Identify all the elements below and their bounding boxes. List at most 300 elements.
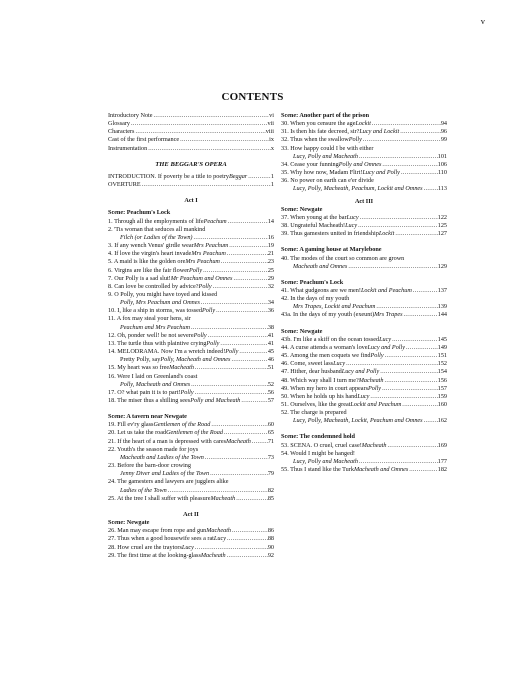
song-entry[interactable] bbox=[108, 283, 274, 291]
song-entry[interactable] bbox=[281, 120, 447, 128]
song-title: 13. The turtle thus with plaintive crying bbox=[108, 339, 207, 347]
dot-leader bbox=[381, 161, 437, 169]
performer: Polly bbox=[198, 282, 212, 290]
song-entry[interactable] bbox=[108, 495, 274, 503]
dot-leader bbox=[345, 360, 438, 368]
page-ref: 177 bbox=[437, 457, 447, 465]
performer: Macheath and Omnes bbox=[353, 466, 409, 474]
dot-leader bbox=[394, 230, 437, 238]
performer: Lockit bbox=[355, 120, 371, 128]
song-entry[interactable] bbox=[108, 527, 274, 535]
performer: Polly, Mrs Peachum and Omnes bbox=[120, 299, 200, 307]
page-ref: 159 bbox=[437, 392, 447, 400]
song-entry[interactable] bbox=[108, 389, 274, 397]
performer: Polly bbox=[368, 384, 382, 392]
song-entry[interactable] bbox=[281, 311, 447, 319]
song-entry[interactable] bbox=[281, 377, 447, 385]
song-entry[interactable] bbox=[108, 258, 274, 266]
entry-label: Instrumentation bbox=[108, 144, 148, 152]
dot-leader bbox=[423, 185, 438, 193]
song-title: 45. Among the men coquets we find bbox=[281, 352, 371, 360]
page-ref: 71 bbox=[267, 437, 274, 445]
entry-label: Introductory Note bbox=[108, 112, 153, 119]
performer: Lucy bbox=[379, 335, 392, 343]
performer: Lucy, Polly, Macheath, Lockit, Peachum and Omnes bbox=[293, 417, 423, 425]
performer: Lucy bbox=[181, 543, 194, 551]
dot-leader bbox=[391, 336, 438, 344]
song-title: 28. How cruel are the traytors bbox=[108, 543, 182, 551]
song-title: 25. At the tree I shall suffer with pleasure bbox=[108, 494, 211, 502]
dot-leader bbox=[230, 356, 267, 364]
page-ref: ix bbox=[269, 136, 274, 144]
contents-column-left bbox=[108, 112, 274, 560]
dot-leader bbox=[192, 234, 267, 242]
dot-leader bbox=[153, 112, 270, 120]
song-entry[interactable] bbox=[108, 454, 274, 462]
song-title: 37. When young at the bar bbox=[281, 213, 347, 221]
song-entry[interactable] bbox=[281, 360, 447, 368]
dot-leader bbox=[227, 218, 268, 226]
page-ref: 21 bbox=[267, 250, 274, 258]
scene-heading: Scene: Newgate bbox=[108, 519, 150, 527]
performer: Macheath bbox=[200, 551, 226, 559]
song-entry[interactable] bbox=[281, 401, 447, 409]
contents-column-right bbox=[281, 112, 447, 474]
scene-heading: Scene: Newgate bbox=[281, 327, 323, 335]
song-entry[interactable] bbox=[281, 352, 447, 360]
dot-leader bbox=[359, 214, 438, 222]
song-entry[interactable] bbox=[108, 340, 274, 348]
page-ref: 85 bbox=[267, 494, 274, 502]
song-entry[interactable] bbox=[281, 303, 447, 311]
performer: Lucy bbox=[213, 535, 226, 543]
song-title: 53. SCENA. O cruel, cruel case! bbox=[281, 441, 362, 449]
performer: Lucy bbox=[346, 213, 359, 221]
page-ref: 129 bbox=[437, 262, 447, 270]
performer: Polly bbox=[225, 348, 239, 356]
dot-leader bbox=[238, 348, 267, 356]
act-3-scene-4-entries bbox=[281, 336, 447, 426]
performer: Jenny Diver and Ladies of the Town bbox=[120, 470, 210, 478]
act-1-scene-1-entries bbox=[108, 218, 274, 406]
song-entry[interactable] bbox=[281, 368, 447, 376]
page-ref: 79 bbox=[267, 470, 274, 478]
act-2-heading: Act II bbox=[183, 510, 199, 518]
prelims bbox=[108, 173, 274, 189]
song-title: 24. The gamesters and lawyers are jugglers alike bbox=[108, 478, 229, 486]
performer: Polly, Macheath and Omnes bbox=[120, 380, 191, 388]
page-ref: 169 bbox=[437, 441, 447, 449]
song-title: 31. Is then his fate decreed, sir? bbox=[281, 128, 360, 136]
song-entry[interactable] bbox=[281, 344, 447, 352]
song-entry[interactable] bbox=[108, 429, 274, 437]
page-ref: 88 bbox=[267, 535, 274, 543]
song-title: 10. I, like a ship in storms, was tossed bbox=[108, 307, 203, 315]
song-entry[interactable] bbox=[281, 153, 447, 161]
page-ref: 92 bbox=[267, 551, 274, 559]
performer: Lockit bbox=[378, 230, 395, 238]
dot-leader bbox=[200, 299, 268, 307]
entry-label: Characters bbox=[108, 128, 135, 136]
song-entry[interactable] bbox=[108, 487, 274, 495]
page-ref: 41 bbox=[267, 339, 274, 347]
dot-leader bbox=[240, 397, 267, 405]
page-ref: 36 bbox=[267, 307, 274, 315]
dot-leader bbox=[383, 377, 437, 385]
dot-leader bbox=[358, 153, 438, 161]
performer: Lucy, Polly and Macheath bbox=[293, 152, 358, 160]
dot-leader bbox=[358, 458, 438, 466]
performer: Polly bbox=[202, 307, 216, 315]
performer: Mrs Peachum bbox=[193, 242, 229, 250]
dot-leader bbox=[194, 364, 268, 372]
song-entry[interactable] bbox=[108, 364, 274, 372]
song-entry[interactable] bbox=[108, 275, 274, 283]
page-ref: 19 bbox=[267, 242, 274, 250]
song-entry[interactable] bbox=[281, 336, 447, 344]
song-entry[interactable] bbox=[108, 291, 274, 299]
page-ref: 23 bbox=[267, 258, 274, 266]
song-entry[interactable] bbox=[108, 348, 274, 356]
song-entry[interactable] bbox=[108, 552, 274, 560]
performer: Peachum and Mrs Peachum bbox=[120, 323, 190, 331]
performer: Lucy and Lockit bbox=[359, 128, 400, 136]
page-ref: 86 bbox=[267, 527, 274, 535]
page-ref: viii bbox=[265, 128, 274, 136]
page-ref: 110 bbox=[437, 169, 447, 177]
contents-entry[interactable] bbox=[108, 173, 274, 181]
song-entry[interactable] bbox=[108, 446, 274, 454]
song-title: 22. Youth's the season made for joys bbox=[108, 445, 199, 453]
song-title: 20. Let us take the road bbox=[108, 429, 167, 437]
contents-entry[interactable] bbox=[108, 120, 274, 128]
song-title: 30. When you censure the age bbox=[281, 120, 356, 128]
dot-leader bbox=[147, 145, 271, 153]
performer: Polly and Macheath bbox=[190, 397, 241, 404]
page-ref: 32 bbox=[267, 282, 274, 290]
front-matter bbox=[108, 112, 274, 153]
performer: Gentlemen of the Road bbox=[153, 421, 211, 429]
contents-entry[interactable] bbox=[108, 181, 274, 189]
song-entry[interactable] bbox=[281, 385, 447, 393]
song-title: 17. O? what pain it is to part! bbox=[108, 388, 181, 396]
song-title: 41. What gudgeons are we men! bbox=[281, 286, 361, 294]
song-title: 48. Which way shall I turn me? bbox=[281, 376, 359, 384]
song-entry[interactable] bbox=[281, 222, 447, 230]
page-ref: 65 bbox=[267, 429, 274, 437]
scene-heading: Scene: Newgate bbox=[281, 205, 323, 213]
scene-heading: Scene: Another part of the prison bbox=[281, 112, 370, 119]
song-title: 34. Cease your funning bbox=[281, 160, 339, 168]
song-entry[interactable] bbox=[108, 234, 274, 242]
song-title: 35. Why how now, Madam Flirt! bbox=[281, 169, 363, 177]
contents-entry[interactable] bbox=[108, 112, 274, 120]
dot-leader bbox=[357, 222, 438, 230]
performer: Lucy and Polly bbox=[367, 343, 405, 351]
entry-label: Cast of the first performance bbox=[108, 136, 180, 144]
dot-leader bbox=[251, 438, 268, 446]
song-entry[interactable] bbox=[281, 442, 447, 450]
page-ref: 60 bbox=[267, 421, 274, 429]
contents-entry[interactable] bbox=[108, 128, 274, 136]
dot-leader bbox=[219, 340, 267, 348]
song-title: 16. Were I laid on Greenland's coast bbox=[108, 372, 198, 380]
scene-heading: Scene: A gaming house at Marylebone bbox=[281, 246, 382, 254]
song-title: 32. Thus when the swallow bbox=[281, 136, 349, 144]
song-entry[interactable] bbox=[108, 470, 274, 478]
dot-leader bbox=[231, 527, 268, 535]
performer: Macheath bbox=[210, 494, 236, 502]
performer: Mrs Peachum bbox=[185, 258, 220, 266]
song-entry[interactable] bbox=[281, 145, 447, 153]
scene-heading: Scene: A tavern near Newgate bbox=[108, 413, 187, 421]
song-entry[interactable] bbox=[108, 438, 274, 446]
song-entry[interactable] bbox=[108, 381, 274, 389]
page-ref: 38 bbox=[267, 323, 274, 331]
song-entry[interactable] bbox=[281, 128, 447, 136]
dot-leader bbox=[190, 381, 268, 389]
song-title: 50. When he holds up his hand bbox=[281, 392, 358, 400]
dot-leader bbox=[226, 552, 268, 560]
page-ref: 14 bbox=[267, 217, 274, 225]
song-title: 29. The first time at the looking-glass bbox=[108, 551, 201, 559]
song-title: 49. When my hero in court appears bbox=[281, 384, 368, 392]
performer: Macheath and Omnes bbox=[293, 262, 348, 270]
page-ref: 145 bbox=[437, 335, 447, 343]
song-entry[interactable] bbox=[281, 450, 447, 458]
song-title: 9. O Polly, you might have toyed and kissed bbox=[108, 290, 218, 298]
page-ref: 29 bbox=[267, 274, 274, 282]
page-ref: 99 bbox=[440, 136, 447, 144]
page-ref: 149 bbox=[437, 343, 447, 351]
song-title: 54. Would I might be hanged! bbox=[281, 449, 355, 457]
page-ref: 154 bbox=[437, 368, 447, 376]
song-title: 26. Man may escape from rope and gun bbox=[108, 527, 207, 535]
entry-label: OVERTURE bbox=[108, 181, 141, 189]
dot-leader bbox=[423, 417, 438, 425]
dot-leader bbox=[204, 454, 268, 462]
song-entry[interactable] bbox=[108, 373, 274, 381]
song-title: 3. If any wench Venus' girdle wear bbox=[108, 242, 194, 250]
act-3-scene-2-entries bbox=[281, 255, 447, 271]
dot-leader bbox=[226, 535, 268, 543]
page-ref: 122 bbox=[437, 213, 447, 221]
page-ref: 57 bbox=[267, 397, 274, 404]
dot-leader bbox=[202, 267, 268, 275]
song-entry[interactable] bbox=[108, 250, 274, 258]
contents-entry[interactable] bbox=[108, 145, 274, 153]
performer: Gentlemen of the Road bbox=[166, 429, 223, 437]
song-entry[interactable] bbox=[281, 295, 447, 303]
contents-entry[interactable] bbox=[108, 136, 274, 144]
page-ref: 73 bbox=[267, 453, 274, 461]
page-ref: 51 bbox=[267, 364, 274, 372]
dot-leader bbox=[371, 120, 441, 128]
song-entry[interactable] bbox=[281, 230, 447, 238]
song-title: 5. A maid is like the golden ore bbox=[108, 258, 186, 266]
act-2-scene-2-entries bbox=[281, 120, 447, 193]
song-title: 6. Virgins are like the fair flower bbox=[108, 266, 190, 274]
performer: Macheath bbox=[169, 364, 194, 372]
song-entry[interactable] bbox=[108, 421, 274, 429]
page-ref: 56 bbox=[267, 388, 274, 396]
song-entry[interactable] bbox=[281, 393, 447, 401]
performer: Mrs Peachum bbox=[191, 250, 226, 258]
song-entry[interactable] bbox=[108, 324, 274, 332]
song-title: 47. Hither, dear husband bbox=[281, 368, 342, 376]
dot-leader bbox=[369, 393, 437, 401]
page-ref: 182 bbox=[437, 466, 447, 474]
dot-leader bbox=[220, 258, 268, 266]
song-title: 15. My heart was so free bbox=[108, 364, 170, 372]
performer: Lucy, Polly and Macheath bbox=[293, 457, 358, 465]
performer: Lockit and Peachum bbox=[350, 401, 402, 408]
dot-leader bbox=[134, 128, 265, 136]
song-entry[interactable] bbox=[108, 462, 274, 470]
song-entry[interactable] bbox=[108, 332, 274, 340]
performer: Lucy and Polly bbox=[341, 368, 380, 376]
song-entry[interactable] bbox=[281, 161, 447, 169]
dot-leader bbox=[194, 544, 268, 552]
dot-leader bbox=[408, 466, 437, 474]
song-title: 19. Fill ev'ry glass bbox=[108, 421, 154, 429]
dot-leader bbox=[167, 487, 268, 495]
dot-leader bbox=[141, 181, 271, 189]
song-entry[interactable] bbox=[281, 287, 447, 295]
song-entry[interactable] bbox=[108, 299, 274, 307]
dot-leader bbox=[384, 352, 438, 360]
song-title: 43a. In the days of my youth (exeunt) bbox=[281, 311, 375, 319]
act-2-scene-1-entries bbox=[108, 527, 274, 560]
performer: Peachum bbox=[203, 217, 227, 225]
dot-leader bbox=[403, 311, 438, 319]
scene-heading: Scene: The condemned hold bbox=[281, 433, 355, 441]
page-ref: 25 bbox=[267, 266, 274, 274]
song-title: 2. 'Tis woman that seduces all mankind bbox=[108, 225, 206, 233]
page-ref: 162 bbox=[437, 417, 447, 425]
song-title: 40. The modes of the court so common are grown bbox=[281, 254, 405, 262]
page-ref: vi bbox=[269, 112, 274, 119]
page-number: v bbox=[480, 16, 485, 26]
dot-leader bbox=[381, 385, 438, 393]
page-ref: 137 bbox=[437, 286, 447, 294]
song-entry[interactable] bbox=[281, 458, 447, 466]
song-entry[interactable] bbox=[281, 466, 447, 474]
scene-heading: Scene: Peachum's Lock bbox=[281, 278, 344, 286]
song-entry[interactable] bbox=[281, 136, 447, 144]
song-entry[interactable] bbox=[108, 307, 274, 315]
dot-leader bbox=[362, 136, 441, 144]
contents-title: CONTENTS bbox=[221, 91, 284, 103]
page-ref: 113 bbox=[437, 185, 447, 193]
page-ref: 52 bbox=[267, 380, 274, 388]
performer: Lockit and Peachum bbox=[360, 286, 412, 294]
performer: Polly bbox=[193, 331, 207, 339]
page-ref: 1 bbox=[270, 172, 274, 180]
performer: Lucy, Polly, Macheath, Peachum, Lockit and Omnes bbox=[293, 185, 423, 193]
page-ref: 1 bbox=[270, 181, 274, 189]
page-ref: 106 bbox=[437, 160, 447, 168]
song-entry[interactable] bbox=[108, 478, 274, 486]
act-3-scene-1-entries bbox=[281, 214, 447, 238]
act-3-scene-3-entries bbox=[281, 287, 447, 320]
dot-leader bbox=[194, 389, 268, 397]
page-ref: 101 bbox=[437, 152, 447, 160]
act-1-scene-2-entries bbox=[108, 421, 274, 503]
dot-leader bbox=[209, 470, 268, 478]
dot-leader bbox=[347, 263, 437, 271]
performer: Macheath bbox=[206, 527, 232, 535]
song-title: Pretty Polly, say bbox=[120, 356, 161, 364]
song-title: 36. No power on earth can e'er divide bbox=[281, 177, 374, 185]
song-title: 14. MELODRAMA. Now I'm a wretch indeed! bbox=[108, 348, 226, 356]
song-entry[interactable] bbox=[108, 397, 274, 405]
act-1-heading: Act I bbox=[184, 197, 198, 205]
song-title: 38. Ungrateful Macheath! bbox=[281, 222, 346, 230]
song-entry[interactable] bbox=[108, 356, 274, 364]
song-title: 42. In the days of my youth bbox=[281, 295, 350, 303]
song-title: 55. Thus I stand like the Turk bbox=[281, 466, 354, 474]
performer: Macheath and Ladies of the Town bbox=[120, 453, 204, 461]
song-entry[interactable] bbox=[281, 214, 447, 222]
song-title: 23. Before the barn-door crowing bbox=[108, 462, 191, 470]
song-entry[interactable] bbox=[281, 409, 447, 417]
song-entry[interactable] bbox=[108, 242, 274, 250]
performer: Polly bbox=[189, 266, 203, 274]
performer: Filch (or Ladies of the Town) bbox=[120, 233, 193, 241]
song-entry[interactable] bbox=[108, 226, 274, 234]
performer: Lucy bbox=[345, 222, 358, 230]
performer: Mrs Trapes bbox=[374, 311, 403, 319]
page-ref: 156 bbox=[437, 376, 447, 384]
dot-leader bbox=[212, 283, 268, 291]
dot-leader bbox=[412, 287, 438, 295]
song-entry[interactable] bbox=[281, 417, 447, 425]
dot-leader bbox=[400, 169, 438, 177]
song-title: 1. Through all the employments of life bbox=[108, 217, 204, 225]
page-ref: 127 bbox=[437, 230, 447, 238]
song-entry[interactable] bbox=[281, 169, 447, 177]
page-ref: 90 bbox=[267, 543, 274, 551]
dot-leader bbox=[405, 344, 438, 352]
page-ref: 96 bbox=[440, 128, 447, 136]
song-title: 51. Ourselves, like the great bbox=[281, 401, 351, 408]
page-ref: 125 bbox=[437, 222, 447, 230]
song-entry[interactable] bbox=[108, 544, 274, 552]
song-title: 44. A curse attends a woman's love bbox=[281, 343, 368, 351]
dot-leader bbox=[190, 324, 268, 332]
page-ref: 34 bbox=[267, 299, 274, 307]
page-ref: 157 bbox=[437, 384, 447, 392]
dot-leader bbox=[223, 429, 268, 437]
song-title: 21. If the heart of a man is depressed with cares bbox=[108, 437, 227, 445]
performer: Ladies of the Town bbox=[120, 486, 167, 494]
song-entry[interactable] bbox=[108, 535, 274, 543]
song-title: 43b. I'm like a skiff on the ocean tossed bbox=[281, 335, 380, 343]
song-entry[interactable] bbox=[281, 263, 447, 271]
song-entry[interactable] bbox=[108, 218, 274, 226]
song-entry[interactable] bbox=[108, 267, 274, 275]
song-entry[interactable] bbox=[281, 177, 447, 185]
song-entry[interactable] bbox=[108, 315, 274, 323]
page-ref: 46 bbox=[267, 356, 274, 364]
dot-leader bbox=[379, 368, 437, 376]
song-title: 39. Thus gamesters united in friendship bbox=[281, 230, 379, 238]
song-entry[interactable] bbox=[281, 185, 447, 193]
song-entry[interactable] bbox=[281, 255, 447, 263]
page-ref: 41 bbox=[267, 331, 274, 339]
dot-leader bbox=[247, 173, 271, 181]
